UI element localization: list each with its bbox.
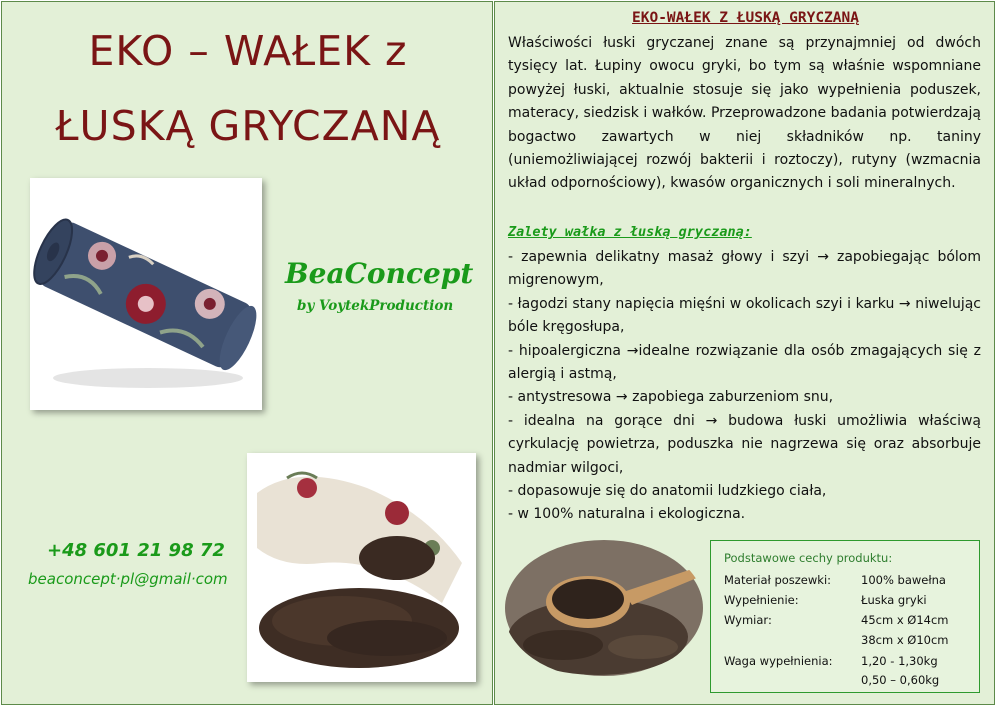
feature-key: Wymiar: (724, 613, 772, 627)
brand-logo-name: BeaConcept (285, 257, 474, 290)
feature-value: 45cm x Ø14cm (861, 613, 949, 627)
advantage-item: - idealna na gorące dni → budowa łuski umożliwia właściwą cyrkulację powietrza, poduszka nie nagrzewa się oraz absorbuje nadmiar wilgoci, (508, 412, 981, 476)
intro-paragraph: Właściwości łuski gryczanej znane są przynajmniej od dwóch tysięcy lat. Łupiny owocu gryki, bo tym są właśnie wspomniane powyżej łuski, aktualnie stosuje się jako wypełnienia poduszek, materacy, siedzisk i wałków. Przeprowadzone badania potwierdzają bogactwo zawartych w niej składników np. taniny (uniemożliwiającej rozwój bakterii i roztoczy), rutyny (wzmacnia układ odpornościowy), kwasów organicznych i soli mineralnych. (508, 35, 981, 192)
email-address: beaconcept·pl@gmail·com (28, 570, 228, 588)
bolster-pillow-photo (30, 178, 262, 410)
advantage-item: - antystresowa → zapobiega zaburzeniom snu, (508, 389, 834, 406)
feature-key: Materiał poszewki: (724, 573, 832, 587)
advantage-item: - dopasowuje się do anatomii ludzkiego ciała, (508, 483, 827, 500)
advantage-item: - zapewnia delikatny masaż głowy i szyi → zapobiegając bólom migrenowym, (508, 249, 981, 289)
spoon-with-hulls-image (503, 537, 705, 679)
title-line-1: EKO – WAŁEK z (88, 27, 408, 75)
feature-value: 100% bawełna (861, 573, 946, 587)
right-panel (494, 1, 995, 705)
advantages-heading: Zalety wałka z łuską gryczaną: (508, 224, 752, 240)
title-line-2: ŁUSKĄ GRYCZANĄ (55, 102, 441, 150)
features-heading: Podstawowe cechy produktu: (724, 551, 893, 565)
phone-number: +48 601 21 98 72 (47, 540, 225, 561)
advantage-item: - hipoalergiczna →idealne rozwiązanie dla osób zmagających się z alergią i astmą, (508, 342, 981, 383)
feature-value: 38cm x Ø10cm (861, 633, 949, 647)
advantages-list (508, 246, 981, 527)
feature-key: Wypełnienie: (724, 593, 799, 607)
buckwheat-hulls-photo (247, 453, 476, 682)
buckwheat-filling-image (247, 453, 476, 682)
bolster-pillow-image (30, 178, 262, 410)
wooden-spoon-photo (503, 537, 705, 679)
product-features-box (710, 540, 980, 693)
brand-logo-subtitle: by VoytekProduction (297, 298, 454, 314)
feature-value: 0,50 – 0,60kg (861, 673, 940, 687)
product-heading: EKO-WAŁEK Z ŁUSKĄ GRYCZANĄ (632, 10, 859, 26)
advantage-item: - w 100% naturalna i ekologiczna. (508, 506, 746, 523)
feature-key: Waga wypełnienia: (724, 654, 833, 668)
left-panel (1, 1, 493, 705)
advantage-item: - łagodzi stany napięcia mięśni w okolicach szyi i karku → niwelując bóle kręgosłupa, (508, 295, 981, 336)
feature-value: Łuska gryki (861, 593, 927, 607)
feature-value: 1,20 - 1,30kg (861, 654, 938, 668)
